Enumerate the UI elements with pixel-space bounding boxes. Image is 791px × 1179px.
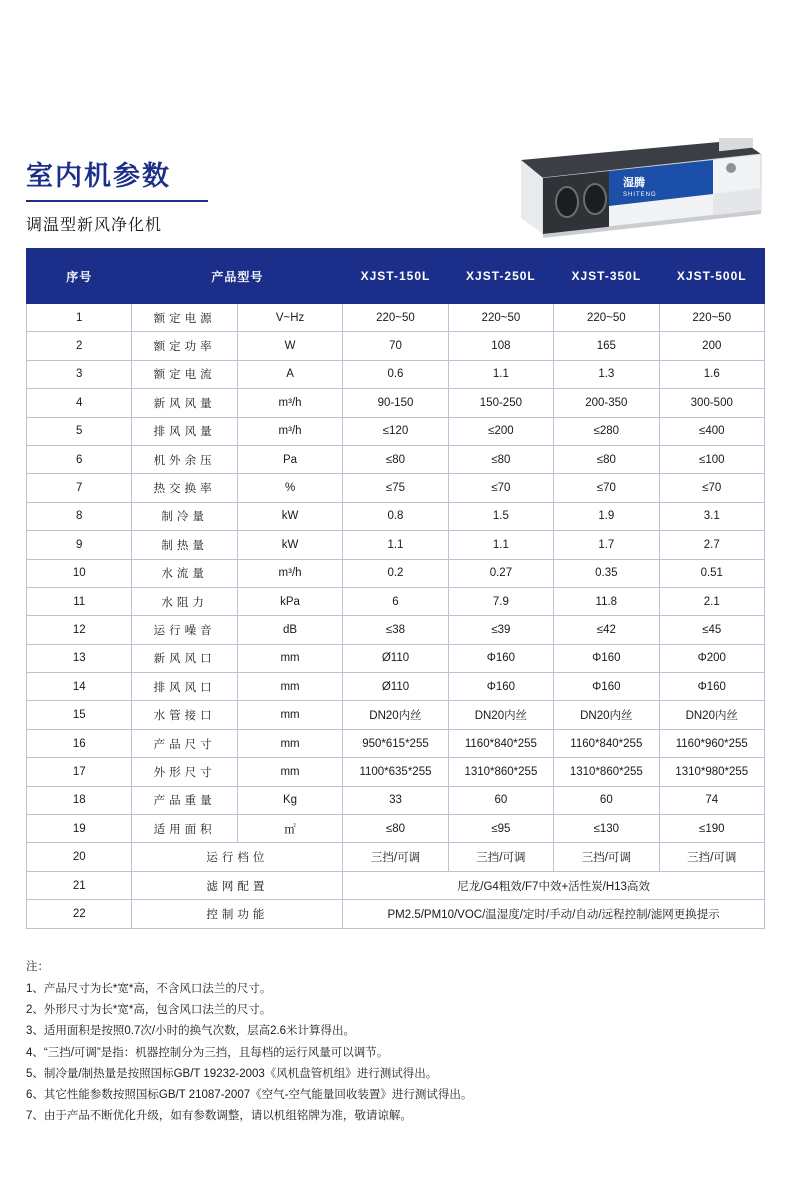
table-row [27,758,765,786]
cell-value: DN20内丝 [659,701,764,729]
title-divider [26,200,208,202]
cell-value: 1310*860*255 [554,758,659,786]
row-name: 适用面积 [132,815,237,843]
row-index: 17 [27,758,132,786]
col-xjst-350l: XJST-350L [554,249,659,304]
cell-value: ≤80 [448,445,553,473]
row-index: 14 [27,673,132,701]
note-item: 2、外形尺寸为长*宽*高，包含风口法兰的尺寸。 [26,1004,272,1017]
note-item: 1、产品尺寸为长*宽*高，不含风口法兰的尺寸。 [26,982,272,995]
row-index: 11 [27,587,132,615]
table-header [27,249,765,304]
cell-value: 0.27 [448,559,553,587]
row-name: 运行档位 [132,843,343,871]
row-unit: kW [237,531,342,559]
cell-value: 6 [343,587,448,615]
row-name: 额定功率 [132,332,237,360]
notes-section [26,957,765,1128]
cell-value: ≤39 [448,616,553,644]
cell-value: 0.6 [343,360,448,388]
row-name: 排风风量 [132,417,237,445]
row-index: 7 [27,474,132,502]
product-photo [483,138,763,243]
cell-value: ≤45 [659,616,764,644]
cell-value: ≤70 [659,474,764,502]
table-row [27,559,765,587]
cell-value: 220~50 [343,304,448,332]
cell-value: ≤280 [554,417,659,445]
row-index: 1 [27,304,132,332]
row-unit: W [237,332,342,360]
cell-value: 三挡/可调 [448,843,553,871]
row-unit: Pa [237,445,342,473]
cell-value: 108 [448,332,553,360]
col-xjst-150l: XJST-150L [343,249,448,304]
row-name: 排风风口 [132,673,237,701]
row-index: 19 [27,815,132,843]
cell-value: 1.1 [343,531,448,559]
cell-value: Φ160 [448,673,553,701]
cell-value: 0.35 [554,559,659,587]
cell-value: 1310*980*255 [659,758,764,786]
row-index: 6 [27,445,132,473]
cell-value: DN20内丝 [343,701,448,729]
cell-value: 三挡/可调 [659,843,764,871]
cell-value: 1.9 [554,502,659,530]
cell-value: 1160*840*255 [448,729,553,757]
cell-value: 90-150 [343,389,448,417]
row-name: 水阻力 [132,587,237,615]
specifications-table [26,248,765,929]
cell-value: 220~50 [448,304,553,332]
cell-value: 3.1 [659,502,764,530]
cell-value: 165 [554,332,659,360]
cell-value: 200 [659,332,764,360]
page-subtitle: 调温型新风净化机 [26,217,163,235]
row-unit: m³/h [237,417,342,445]
table-row [27,360,765,388]
cell-value: 1160*840*255 [554,729,659,757]
cell-value: Φ160 [659,673,764,701]
table-row [27,701,765,729]
brand-logo-sub: SHITENG [623,192,657,198]
row-name: 外形尺寸 [132,758,237,786]
cell-value: 1.1 [448,360,553,388]
row-name: 制热量 [132,531,237,559]
cell-value: ≤70 [554,474,659,502]
row-name: 运行噪音 [132,616,237,644]
table-row [27,616,765,644]
page-header [26,0,765,235]
row-unit: V~Hz [237,304,342,332]
cell-value: 1100*635*255 [343,758,448,786]
title-block [26,160,208,235]
col-xjst-500l: XJST-500L [659,249,764,304]
cell-value: Ø110 [343,673,448,701]
cell-value: DN20内丝 [448,701,553,729]
table-row [27,843,765,871]
col-index: 序号 [27,249,132,304]
cell-value: ≤100 [659,445,764,473]
cell-value: 2.7 [659,531,764,559]
row-index: 20 [27,843,132,871]
cell-value: 0.8 [343,502,448,530]
cell-value: Ø110 [343,644,448,672]
table-row [27,729,765,757]
note-item: 4、“三挡/可调”是指：机器控制分为三挡，且每档的运行风量可以调节。 [26,1046,389,1059]
notes-title: 注： [26,960,49,973]
cell-value: 1.1 [448,531,553,559]
table-row [27,417,765,445]
row-unit: kW [237,502,342,530]
row-index: 9 [27,531,132,559]
table-row [27,786,765,814]
cell-value: 1.6 [659,360,764,388]
table-row [27,332,765,360]
cell-value: ≤80 [343,445,448,473]
cell-value: ≤130 [554,815,659,843]
row-unit: mm [237,673,342,701]
row-index: 10 [27,559,132,587]
note-item: 5、制冷量/制热量是按照国标GB/T 19232-2003《风机盘管机组》进行测试得出。 [26,1067,438,1080]
col-xjst-250l: XJST-250L [448,249,553,304]
row-unit: ㎡ [237,815,342,843]
cell-value: ≤95 [448,815,553,843]
row-unit: m³/h [237,389,342,417]
cell-value: 74 [659,786,764,814]
table-row [27,587,765,615]
brand-logo-text: 湿腾 [623,177,645,189]
table-row [27,445,765,473]
cell-value: 200-350 [554,389,659,417]
cell-value: 0.51 [659,559,764,587]
cell-value: Φ160 [448,644,553,672]
cell-value: 1310*860*255 [448,758,553,786]
cell-value: 60 [448,786,553,814]
cell-value: ≤200 [448,417,553,445]
cell-value: ≤190 [659,815,764,843]
row-index: 5 [27,417,132,445]
row-name: 制冷量 [132,502,237,530]
row-name: 水流量 [132,559,237,587]
cell-value: ≤120 [343,417,448,445]
table-row [27,644,765,672]
cell-value: ≤80 [554,445,659,473]
cell-value: 70 [343,332,448,360]
row-index: 22 [27,900,132,928]
cell-value: Φ200 [659,644,764,672]
table-row [27,474,765,502]
cell-value: 1.7 [554,531,659,559]
table-row [27,531,765,559]
cell-value: 1.3 [554,360,659,388]
row-index: 18 [27,786,132,814]
row-name: 产品重量 [132,786,237,814]
cell-value: 0.2 [343,559,448,587]
cell-value: 33 [343,786,448,814]
table-row [27,900,765,928]
table-row [27,815,765,843]
row-name: 水管接口 [132,701,237,729]
row-name: 控制功能 [132,900,343,928]
row-name: 机外余压 [132,445,237,473]
row-unit: mm [237,729,342,757]
row-unit: mm [237,644,342,672]
row-index: 21 [27,871,132,899]
row-unit: % [237,474,342,502]
cell-value: 950*615*255 [343,729,448,757]
row-unit: A [237,360,342,388]
cell-value: 150-250 [448,389,553,417]
cell-value: 300-500 [659,389,764,417]
row-unit: mm [237,701,342,729]
row-index: 2 [27,332,132,360]
row-unit: dB [237,616,342,644]
row-unit: kPa [237,587,342,615]
cell-value: ≤38 [343,616,448,644]
cell-value: 2.1 [659,587,764,615]
cell-value: ≤75 [343,474,448,502]
row-unit: Kg [237,786,342,814]
table-row [27,673,765,701]
cell-value: 220~50 [659,304,764,332]
cell-value: 1.5 [448,502,553,530]
cell-value: 60 [554,786,659,814]
table-row [27,389,765,417]
row-index: 16 [27,729,132,757]
row-name: 滤网配置 [132,871,343,899]
row-index: 12 [27,616,132,644]
cell-value: Φ160 [554,644,659,672]
cell-value: Φ160 [554,673,659,701]
cell-value: 220~50 [554,304,659,332]
cell-value: ≤400 [659,417,764,445]
table-row [27,502,765,530]
row-name: 新风风量 [132,389,237,417]
row-index: 3 [27,360,132,388]
cell-value: 11.8 [554,587,659,615]
row-unit: mm [237,758,342,786]
cell-value: 7.9 [448,587,553,615]
page-title: 室内机参数 [26,161,171,191]
table-body [27,304,765,929]
row-unit: m³/h [237,559,342,587]
row-index: 4 [27,389,132,417]
table-row [27,871,765,899]
table-row [27,304,765,332]
row-index: 15 [27,701,132,729]
cell-value: ≤42 [554,616,659,644]
note-item: 6、其它性能参数按照国标GB/T 21087-2007《空气-空气能量回收装置》进行测试得出。 [26,1089,473,1102]
row-index: 8 [27,502,132,530]
note-item: 3、适用面积是按照0.7次/小时的换气次数，层高2.6米计算得出。 [26,1025,356,1038]
cell-value: 三挡/可调 [343,843,448,871]
cell-value: 三挡/可调 [554,843,659,871]
cell-value: ≤80 [343,815,448,843]
row-name: 额定电源 [132,304,237,332]
row-index: 13 [27,644,132,672]
row-name: 额定电流 [132,360,237,388]
table-header-row [27,249,765,304]
cell-value: ≤70 [448,474,553,502]
row-name: 新风风口 [132,644,237,672]
cell-value: DN20内丝 [554,701,659,729]
cell-value: 尼龙/G4粗效/F7中效+活性炭/H13高效 [343,871,765,899]
col-model: 产品型号 [132,249,343,304]
row-name: 产品尺寸 [132,729,237,757]
note-item: 7、由于产品不断优化升级，如有参数调整，请以机组铭牌为准，敬请谅解。 [26,1110,412,1123]
row-name: 热交换率 [132,474,237,502]
cell-value: PM2.5/PM10/VOC/温湿度/定时/手动/自动/远程控制/滤网更换提示 [343,900,765,928]
cell-value: 1160*960*255 [659,729,764,757]
